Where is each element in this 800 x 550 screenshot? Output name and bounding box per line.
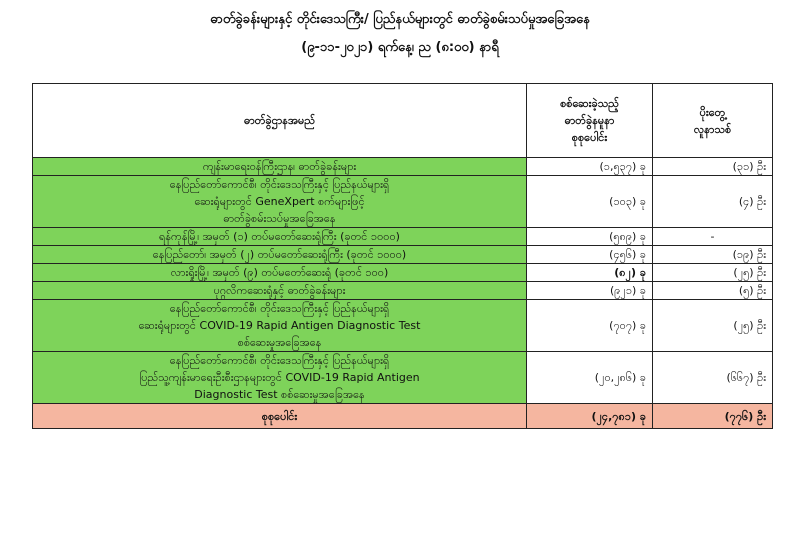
header-positive-line: လူနာသစ် [693,122,732,136]
table-row [33,264,773,282]
testing-table [32,83,773,429]
lab-name-line: ဆေးရုံများတွင် GeneXpert စက်များဖြင့် [194,195,365,208]
positive-cell: (၆၆၇) ဦး [653,352,773,404]
tests-cell: (၅၈၉) ခု [527,228,653,246]
lab-name-cell [33,228,527,246]
table-row [33,352,773,404]
lab-name-line: နေပြည်တော်၊ အမှတ် (၂) တပ်မတော်ဆေးရုံကြီး (ခုတင် ၁၀၀၀) [152,248,407,261]
lab-name-cell [33,282,527,300]
table-row [33,176,773,228]
lab-name-cell [33,246,527,264]
table-row [33,300,773,352]
tests-cell: (၄၅၆) ခု [527,246,653,264]
total-label: စုစုပေါင်း [33,404,527,429]
table-row [33,228,773,246]
header-tests-line: ဓာတ်ခွဲနမူနာ [564,114,615,127]
lab-name-cell [33,176,527,228]
table-header-row [33,84,773,158]
lab-name-line: ရန်ကုန်မြို့၊ အမှတ် (၁) တပ်မတော်ဆေးရုံကြီး (ခုတင် ၁၀၀၀) [159,230,400,243]
header-tests-total [527,84,653,158]
lab-name-cell [33,264,527,282]
tests-cell: (၁၀၃) ခု [527,176,653,228]
total-positive: (၇၇၆) ဦး [653,404,773,429]
lab-name-line: နေပြည်တော်ကောင်စီ၊ တိုင်းဒေသကြီးနှင့် ပြည်နယ်များရှိ [169,178,390,191]
lab-name-line: ကျန်းမာရေးဝန်ကြီးဌာန၊ ဓာတ်ခွဲခန်းများ [202,160,357,173]
tests-cell: (၈၂) ခု [527,264,653,282]
lab-name-line: နေပြည်တော်ကောင်စီ၊ တိုင်းဒေသကြီးနှင့် ပြည်နယ်များရှိ [169,302,390,315]
lab-name-line: Diagnostic Test စစ်ဆေးမှုအခြေအနေ [194,388,365,401]
positive-cell: (၂၅) ဦး [653,300,773,352]
header-new-positive [653,84,773,158]
header-tests-line: စုစုပေါင်း [571,131,608,144]
header-lab-name: ဓာတ်ခွဲဌာနအမည် [33,84,527,158]
lab-name-line: လားရှိုးမြို့၊ အမှတ် (၉) တပ်မတော်ဆေးရုံ (ခုတင် ၁၀၀) [170,266,389,279]
lab-name-cell [33,300,527,352]
tests-cell: (၇၀၇) ခု [527,300,653,352]
positive-cell: (၃၁) ဦး [653,158,773,176]
tests-cell: (၉၂၁) ခု [527,282,653,300]
lab-name-line: ဆေးရုံများတွင် COVID-19 Rapid Antigen Diagnostic Test [138,319,421,332]
table-row [33,158,773,176]
lab-name-cell [33,158,527,176]
table-row [33,282,773,300]
header-tests-line: စစ်ဆေးခဲ့သည့် [560,97,619,110]
table-row [33,246,773,264]
header-positive-line: ပိုးတွေ့ [699,105,726,119]
lab-name-line: ပြည်သူ့ကျန်းမာရေးဦးစီးဌာနများတွင် COVID-19 Rapid Antigen [139,371,420,384]
lab-name-line: ဓာတ်ခွဲစမ်းသပ်မှုအခြေအနေ [223,212,336,225]
lab-name-cell [33,352,527,404]
total-tests: (၂၄,၇၈၁) ခု [527,404,653,429]
lab-name-line: နေပြည်တော်ကောင်စီ၊ တိုင်းဒေသကြီးနှင့် ပြည်နယ်များရှိ [169,354,390,367]
report-date: (၉-၁၁-၂၀၂၁) ရက်နေ့၊ ည (၈:၀၀) နာရီ [301,40,499,55]
tests-cell: (၂၀,၂၈၆) ခု [527,352,653,404]
tests-cell: (၁,၅၃၇) ခု [527,158,653,176]
total-row [33,404,773,429]
positive-cell: - [653,228,773,246]
lab-name-line: စစ်ဆေးမှုအခြေအနေ [237,336,322,349]
positive-cell: (၂၅) ဦး [653,264,773,282]
positive-cell: (၁၉) ဦး [653,246,773,264]
positive-cell: (၄) ဦး [653,176,773,228]
report-title: ဓာတ်ခွဲခန်းများနှင့် တိုင်းဒေသကြီး/ ပြည်နယ်များတွင် ဓာတ်ခွဲစမ်းသပ်မှုအခြေအနေ [210,12,590,27]
lab-name-line: ပုဂ္ဂလိကဆေးရုံနှင့် ဓာတ်ခွဲခန်းများ [213,284,346,297]
positive-cell: (၅) ဦး [653,282,773,300]
